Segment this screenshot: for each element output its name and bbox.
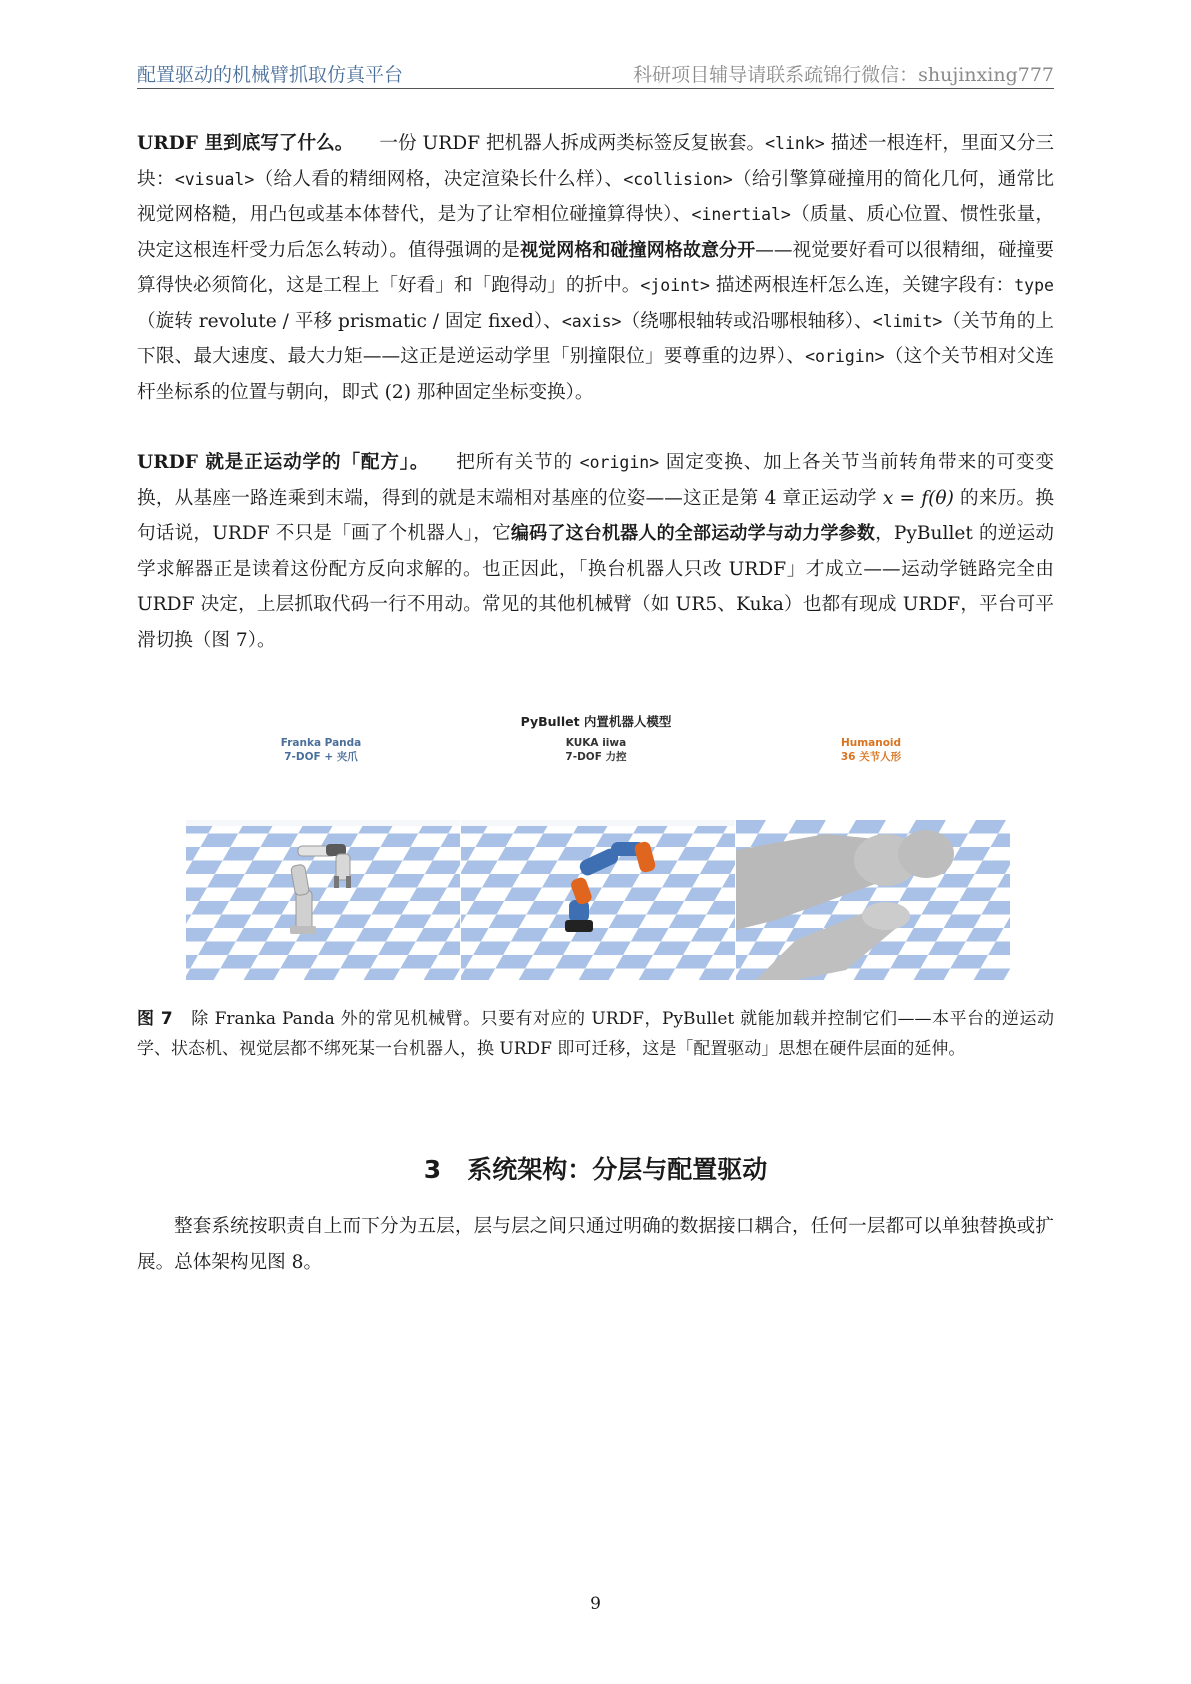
figure-caption [137, 1004, 1054, 1064]
render-panel-franka [186, 820, 460, 980]
section-title: 系统架构：分层与配置驱动 [467, 1155, 768, 1184]
code-inertial: <inertial> [691, 205, 791, 224]
checker-floor-image [461, 820, 735, 980]
code-limit: <limit> [872, 311, 943, 331]
code-collision: <collision> [623, 169, 733, 189]
emphasis: 编码了这台机器人的全部运动学与动力学参数 [510, 523, 876, 544]
page-number: 9 [590, 1594, 601, 1614]
caption-label: 图 7 [137, 1009, 173, 1029]
header-contact: 科研项目辅导请联系疏锦行微信：shujinxing777 [633, 64, 1054, 86]
checker-floor-image [186, 820, 460, 980]
robot-name: Humanoid [840, 737, 902, 749]
section-number: 3 [423, 1155, 442, 1184]
robot-label-humanoid [736, 736, 1006, 764]
formula: x = f(θ) [882, 487, 954, 509]
paragraph-urdf-contents: URDF 里到底写了什么。 一份 URDF 把机器人拆成两类标签反复嵌套。<link> 描述一根连杆，里面又分三块：<visual>（给人看的精细网格，决定渲染长什么样）、<collision>（给引擎算碰撞用的简化几何，通常比视觉网格糙，用凸包或基本体替代，是为了让窄相位碰撞算得快）、<inertial>（质量、质心位置、惯性张量，决定这根连杆受力后怎么转动）。值得强调的是视觉网格和碰撞网格故意分开——视觉要好看可以很精细，碰撞要算得快必须简化，这是工程上「好看」和「跑得动」的折中。<joint> 描述两根连杆怎么连，关键字段有：type（旋转 revolute / 平移 prismatic / 固定 fixed）、<axis>（绕哪根轴转或沿哪根轴移）、<limit>（关节角的上下限、最大速度、最大力矩——这正是逆运动学里「别撞限位」要尊重的边界）、<origin>（这个关节相对父连杆坐标系的位置与朝向，即式 (2) 那种固定坐标变换）。 [137, 133, 1054, 403]
render-panel-kuka [461, 820, 735, 980]
code-origin: <origin> [579, 453, 660, 472]
runin-heading: URDF 里到底写了什么。 [137, 133, 354, 154]
paragraph-architecture: 整套系统按职责自上而下分为五层，层与层之间只通过明确的数据接口耦合，任何一层都可以单独替换或扩展。总体架构见图 8。 [137, 1216, 1054, 1273]
robot-label-kuka [461, 736, 731, 764]
emphasis: 视觉网格和碰撞网格故意分开 [520, 239, 756, 261]
code-visual: <visual> [174, 169, 255, 189]
code-link: <link> [765, 134, 825, 153]
code-origin: <origin> [805, 347, 885, 366]
code-joint: <joint> [640, 276, 710, 295]
robot-desc: 7-DOF + 夹爪 [284, 751, 358, 763]
code-axis: <axis> [561, 311, 622, 331]
render-panel-humanoid [736, 820, 1010, 980]
robot-desc: 7-DOF 力控 [565, 751, 627, 763]
code-type: type [1014, 276, 1054, 295]
paragraph-urdf-recipe: URDF 就是正运动学的「配方」。 把所有关节的 <origin> 固定变换、加上各关节当前转角带来的可变变换，从基座一路连乘到末端，得到的就是末端相对基座的位姿——这正是第 4 章正运动学 x = f(θ) 的来历。换句话说，URDF 不只是「画了个机器人」，它编码了这台机器人的全部运动学与动力学参数，PyBullet 的逆运动学求解器正是读着这份配方反向求解的。也正因此，「换台机器人只改 URDF」才成立——运动学链路完全由 URDF 决定，上层抓取代码一行不用动。常见的其他机械臂（如 UR5、Kuka）也都有现成 URDF，平台可平滑切换（图 7）。 [137, 452, 1055, 651]
section-heading [0, 1150, 1191, 1186]
header-title: 配置驱动的机械臂抓取仿真平台 [137, 64, 404, 86]
robot-label-franka [186, 736, 456, 764]
robot-name: KUKA iiwa [565, 737, 627, 749]
robot-name: Franka Panda [280, 737, 362, 749]
figure-7 [186, 712, 1006, 982]
robot-desc: 36 关节人形 [840, 751, 902, 763]
running-header [137, 58, 1054, 89]
checker-floor-image [736, 820, 1010, 980]
runin-heading: URDF 就是正运动学的「配方」。 [137, 452, 430, 473]
caption-text: 除 Franka Panda 外的常见机械臂。只要有对应的 URDF，PyBullet 就能加载并控制它们——本平台的逆运动学、状态机、视觉层都不绑死某一台机器人，换 URDF 即可迁移，这是「配置驱动」思想在硬件层面的延伸。 [137, 1009, 1054, 1059]
figure-title: PyBullet 内置机器人模型 [520, 714, 672, 729]
